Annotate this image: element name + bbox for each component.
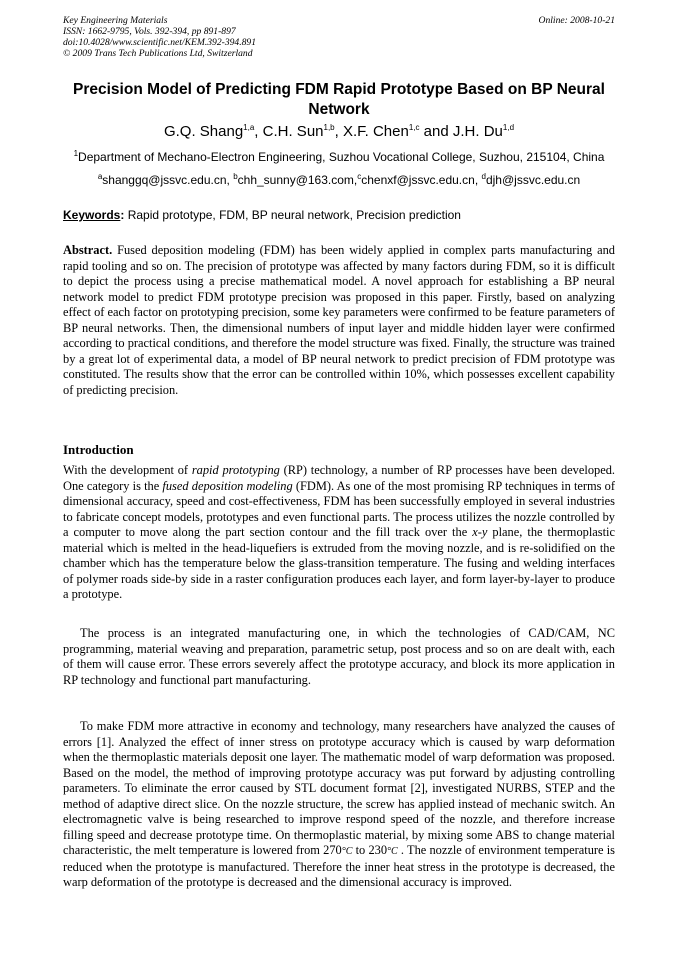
emphasis-term: x-y <box>472 525 488 540</box>
author-affiliation-mark: 1,c <box>408 123 420 132</box>
text-run: To make FDM more attractive in economy and technology, many researchers have analyzed the causes of errors [1]. Analyzed the effect of inner stress on prototype accuracy which is caused by warp deformation when the thermoplastic materials deposit one layer. The mathematic model of warp deformation was proposed. Based on the model, the method of improving prototype accuracy was put forward by adjusting controlling parameters. To eliminate the error caused by STL document format [2], investigated NURBS, STEP and the method of adaptive direct slice. On the nozzle structure, the screw has applied instead of mechanic switch. An electromagnetic valve is being researched to improve respond speed of the nozzle, and therefore increase filling speed and decrease prototype time. On thermoplastic material, by mixing some ABS to change material characteristic, the melt temperature is lowered from <box>63 719 615 858</box>
text-run: (FDM). As one of the most promising RP techniques in terms of dimensional accuracy, speed and cost-effectiveness, FDM has been successfully employed in several industries to fabricate concept models, prototypes and even functional parts. The process utilizes the nozzle controlled by a computer to move along the part section contour and the fill track over the <box>63 478 615 540</box>
intro-paragraph-3 <box>63 719 615 891</box>
email-address[interactable]: chenxf@jssvc.edu.cn <box>361 173 475 187</box>
doi-line: doi:10.4028/www.scientific.net/KEM.392-394.891 <box>63 37 257 48</box>
email-list <box>40 172 638 188</box>
author-separator: and <box>419 123 453 140</box>
email-mark: a <box>97 172 103 181</box>
author-name: X.F. Chen <box>342 123 409 140</box>
keywords <box>63 207 615 223</box>
author-affiliation-mark: 1,b <box>323 123 335 132</box>
keywords-text: Rapid prototype, FDM, BP neural network, Precision prediction <box>124 208 461 222</box>
email-address[interactable]: chh_sunny@163.com <box>237 173 354 187</box>
text-run: to <box>352 843 369 858</box>
email-separator: , <box>353 173 358 187</box>
intro-paragraph-2: The process is an integrated manufacturing one, in which the technologies of CAD/CAM, NC programming, material weaving and preparation, parametric setup, post process and so on are dealt with, each of them will cause error. These errors severely affect the prototype accuracy, and block its more application in RP technology and functional part manufacturing. <box>63 626 615 687</box>
copyright-line: © 2009 Trans Tech Publications Ltd, Switzerland <box>63 48 253 59</box>
paper-title: Precision Model of Predicting FDM Rapid Prototype Based on BP Neural Network <box>73 81 605 118</box>
journal-header <box>63 15 615 59</box>
temperature-unit: °C <box>387 846 398 858</box>
email-mark: d <box>481 172 486 181</box>
author-name: J.H. Du <box>452 123 503 140</box>
author-affiliation-mark: 1,a <box>243 123 255 132</box>
emphasis-term: fused deposition modeling <box>162 478 293 493</box>
journal-name: Key Engineering Materials <box>63 15 168 26</box>
text-run: With the development of <box>63 463 192 477</box>
author-separator: , <box>254 123 263 140</box>
keywords-label: Keywords <box>63 208 121 222</box>
affiliation <box>30 149 648 165</box>
author-name: G.Q. Shang <box>163 123 244 140</box>
online-date: Online: 2008-10-21 <box>538 15 615 26</box>
author-separator: , <box>334 123 343 140</box>
email-separator: , <box>226 173 234 187</box>
section-heading-introduction: Introduction <box>63 442 134 457</box>
text-run: plane, the thermoplastic material which is melted in the head-liquefiers is extruded from the moving nozzle, and is re-solidified on the chamber which has the temperature below the glass-transition temperature. The fusing and welding interfaces of polymer roads side-by side in a raster configuration produces each layer, and form layer-by-layer to produce a prototype. <box>63 525 615 602</box>
temperature-value: 270 <box>323 843 342 858</box>
temperature-value: 230 <box>368 843 388 858</box>
abstract-text: Fused deposition modeling (FDM) has been widely applied in complex parts manufacturing and rapid tooling and so on. The precision of prototype was affected by many factors during FDM, so it is difficult to depict the process using a precise mathematical model. A novel approach for establishing a BP neural network model to predict FDM prototype precision was proposed in this paper. Firstly, based on analyzing effect of each factor on prototyping precision, some key parameters were confirmed to be feature parameters of BP neural networks. Then, the dimensional numbers of input layer and middle hidden layer were confirmed according to practical conditions, and therefore the model structure was fixed. Finally, the structure was trained by a great lot of experimental data, a model of BP neural network to predict precision of FDM prototype was constituted. The results show that the error can be controlled within 10%, which possesses excellent capability of predicting precision. <box>63 243 615 397</box>
intro-paragraph-1 <box>63 463 615 603</box>
affiliation-mark: 1 <box>73 149 79 158</box>
issn-line: ISSN: 1662-9795, Vols. 392-394, pp 891-897 <box>63 26 236 37</box>
emphasis-term: rapid prototyping <box>191 463 280 477</box>
keywords-colon: : <box>120 208 125 222</box>
abstract-label: Abstract. <box>63 243 113 257</box>
author-list <box>40 122 638 142</box>
author-name: C.H. Sun <box>262 123 324 140</box>
author-affiliation-mark: 1,d <box>502 123 515 132</box>
email-mark: c <box>357 172 362 181</box>
text-run: . The nozzle of environment temperature is reduced when the prototype is manufactured. Therefore the inner heat stress in the prototype is decreased, the warp deformation of the prototype is decreased and the dimensional accuracy is improved. <box>63 843 615 890</box>
temperature-unit: °C <box>341 846 353 858</box>
affiliation-text: Department of Mechano-Electron Engineering, Suzhou Vocational College, Suzhou, 215104, China <box>78 150 605 164</box>
text-run: (RP) technology, a number of RP processes have been developed. One category is the <box>63 463 616 493</box>
email-mark: b <box>233 172 238 181</box>
abstract <box>63 243 615 398</box>
email-address[interactable]: djh@jssvc.edu.cn <box>485 173 581 187</box>
email-separator: , <box>474 173 482 187</box>
email-address[interactable]: shanggq@jssvc.edu.cn <box>102 173 227 187</box>
